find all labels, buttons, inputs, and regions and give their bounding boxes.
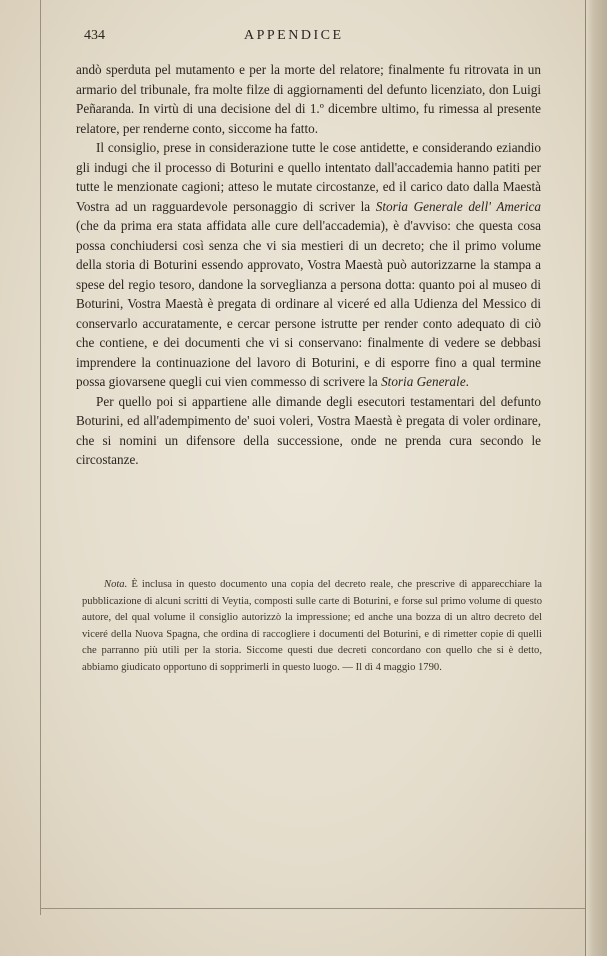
- running-head: APPENDICE: [244, 28, 344, 43]
- paragraph-1: andò sperduta pel mutamento e per la morte del relatore; finalmente fu ritrovata in un armario del tribunale, fra molte filze di aggiornamenti del defunto licenziato, don Luigi Peñaranda. In virtù di una decisione del di 1.º dicembre ultimo, fu rimessa al presente relatore, per renderne conto, siccome ha fatto.: [76, 62, 541, 136]
- bottom-margin-rule: [40, 908, 595, 909]
- paragraph-2: [76, 138, 541, 392]
- page-header: [84, 28, 539, 48]
- paragraph-2-text-c: .: [465, 374, 469, 389]
- right-margin-rule: [585, 0, 586, 956]
- page-number: 434: [84, 28, 105, 43]
- footnote: [82, 577, 542, 677]
- footnote-label: Nota.: [104, 579, 128, 590]
- italic-title-storia-generale: Storia Generale: [381, 374, 466, 389]
- paragraph-2-text-b: (che da prima era stata affidata alle cure dell'accademia), è d'avviso: che questa cosa possa conchiudersi così senza che vi sia mestieri di un decreto; che il primo volume della storia di Boturini essendo approvato, Vostra Maestà può autorizzarne la stampa a spese del regio tesoro, dandone la sorveglianza a persona dotta: quanto poi al museo di Boturini, Vostra Maestà è pregata di ordinare al viceré ed alla Udienza del Messico di conservarlo accuratamente, e cercar persone istrutte per render conto adequato di ciò che contiene, e dei documenti che vi si conservano: finalmente di vedere se debbasi imprendere la continuazione del lavoro di Boturini, e di esporre fino a qual termine possa giovarsene quegli cui vien commesso di scrivere la: [76, 218, 541, 389]
- paragraph-2-text-a: Il consiglio, prese in considerazione tutte le cose antidette, e considerando eziandio gli indugi che il processo di Boturini e quello intentato dall'accademia hanno patiti per tutte le menzionate cagioni; atteso le mutate circostanze, ed il carico dato dalla Maestà Vostra ad un ragguardevole personaggio di scriver la: [76, 140, 541, 214]
- footnote-text: È inclusa in questo documento una copia del decreto reale, che prescrive di apparecchiare la pubblicazione di alcuni scritti di Veytia, composti sulle carte di Boturini, e forse sul primo volume di questo autore, del qual volume il consiglio autorizzò la impressione; ed anche una bozza di un altro decreto del viceré della Nuova Spagna, che ordina di raccogliere i documenti del Boturini, e di rimetter copie di quelli che parranno più utili per la storia. Siccome questi due decreti concordano con quello che si è detto, abbiamo giudicato opportuno di sopprimerli in questo luogo. — Il dì 4 maggio 1790.: [82, 579, 542, 673]
- italic-title-storia-america: Storia Generale dell' America: [375, 198, 542, 214]
- body-text: [76, 60, 541, 470]
- page-edge-shadow: [585, 0, 607, 956]
- paragraph-3: Per quello poi si appartiene alle dimande degli esecutori testamentari del defunto Boturini, ed all'adempimento de' suoi voleri, Vostra Maestà è pregata di voler ordinare, che si nomini un difensore della successione, onde ne prenda cura secondo le circostanze.: [76, 393, 541, 467]
- left-margin-rule: [40, 0, 41, 915]
